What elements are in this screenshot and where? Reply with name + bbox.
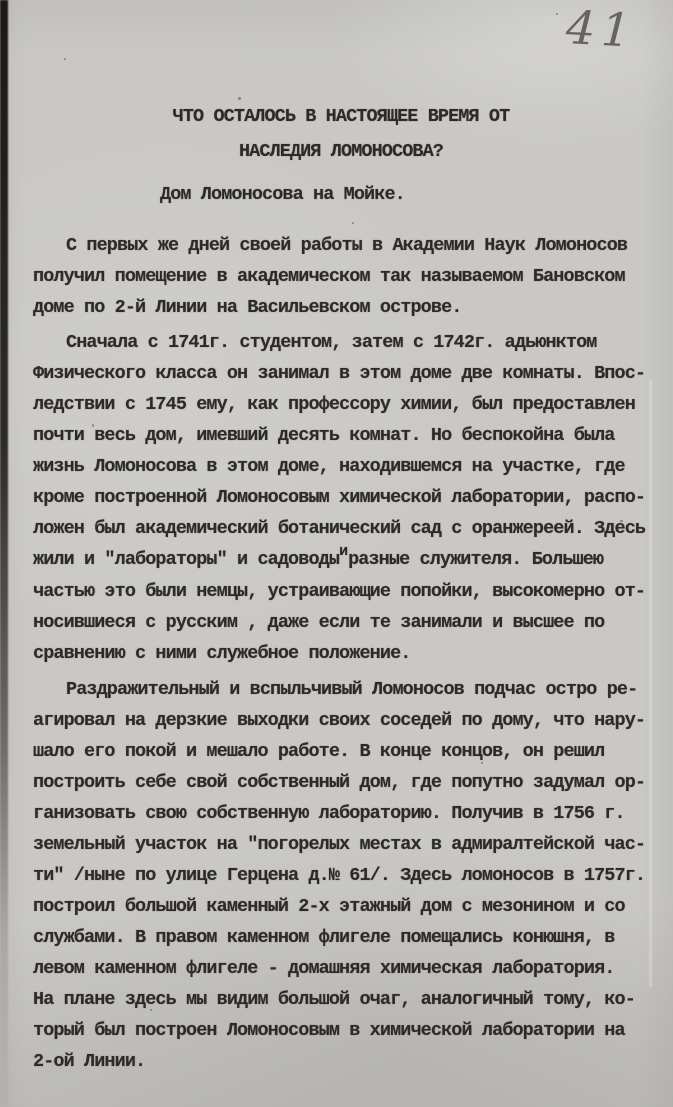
text-line: почти весь дом, имевший десять комнат. Но беспокойна была (33, 425, 615, 446)
text-line: На плане здесь мы видим большой очаг, аналогичный тому, ко- (33, 989, 635, 1010)
text-line: носившиеся с русским , даже если те занимали и высшее по (33, 612, 605, 633)
document-content (33, 0, 649, 1077)
document-title (33, 99, 649, 169)
title-line: НАСЛЕДИЯ ЛОМОНОСОВА? (238, 141, 444, 162)
title-line: ЧТО ОСТАЛОСЬ В НАСТОЯЩЕЕ ВРЕМЯ ОТ (172, 106, 510, 127)
text-line: торый был построен Ломоносовым в химической лаборатории на (33, 1020, 625, 1041)
text-line: сравнению с ними служебное положение. (33, 643, 411, 664)
text-line: доме по 2-й Линии на Васильевском острове. (33, 297, 462, 318)
text-line: службами. В правом каменном флигеле помещались конюшня, в (33, 927, 615, 948)
paragraph (33, 674, 649, 1077)
text-line: Сначала с 1741г. студентом, затем с 1742г. адьюнктом (66, 332, 597, 353)
text-line: шало его покой и мешало работе. В конце концов, он решил (33, 741, 605, 762)
text-line: получил помещение в академическом так называемом Бановском (33, 266, 625, 287)
text-line: построил большой каменный 2-х этажный дом с мезонином и со (33, 896, 625, 917)
text-line: кроме построенной Ломоносовым химической лаборатории, распо- (33, 487, 646, 508)
text-line-with-insertion (33, 544, 649, 576)
text-line: Раздражительный и вспыльчивый Ломоносов подчас остро ре- (66, 679, 638, 700)
text-line: ти" /ныне по улице Герцена д.№ 61/. Здесь ломоносов в 1757г. (33, 865, 646, 886)
text-line: ледствии с 1745 ему, как профессору химии, был предоставлен (33, 394, 635, 415)
text-line: земельный участок на "погорелых местах в адмиралтейской час- (33, 834, 646, 855)
text-segment: жили и "лабораторы" и садоводы (33, 549, 340, 570)
section-heading: Дом Ломоносова на Мойке. (160, 184, 405, 205)
text-line: ложен был академический ботанический сад с оранжереей. Здесь (33, 518, 646, 539)
text-line: 2-ой Линии. (33, 1051, 146, 1072)
text-line: Физического класса он занимал в этом доме две комнаты. Впос- (33, 363, 646, 384)
text-line: частью это были немцы, устраивающие попойки, высокомерно от- (33, 581, 646, 602)
paragraph (33, 230, 649, 323)
text-segment: разные служителя. Большею (348, 549, 604, 570)
paragraph (33, 327, 649, 669)
text-line: жизнь Ломоносова в этом доме, находившемся на участке, где (33, 456, 625, 477)
scan-edge-shadow (0, 0, 8, 1107)
text-line: левом каменном флигеле - домашняя химическая лаборатория. (33, 958, 615, 979)
text-line: С первых же дней своей работы в Академии Наук Ломоносов (66, 235, 628, 256)
text-line: агировал на дерзкие выходки своих соседей по дому, что нару- (33, 710, 646, 731)
typed-insertion-above-line: и (339, 543, 349, 560)
handwritten-page-number: 41 (564, 0, 638, 58)
text-line: ганизовать свою собственную лабораторию. Получив в 1756 г. (33, 803, 625, 824)
text-line: построить себе свой собственный дом, где попутно задумал ор- (33, 772, 646, 793)
